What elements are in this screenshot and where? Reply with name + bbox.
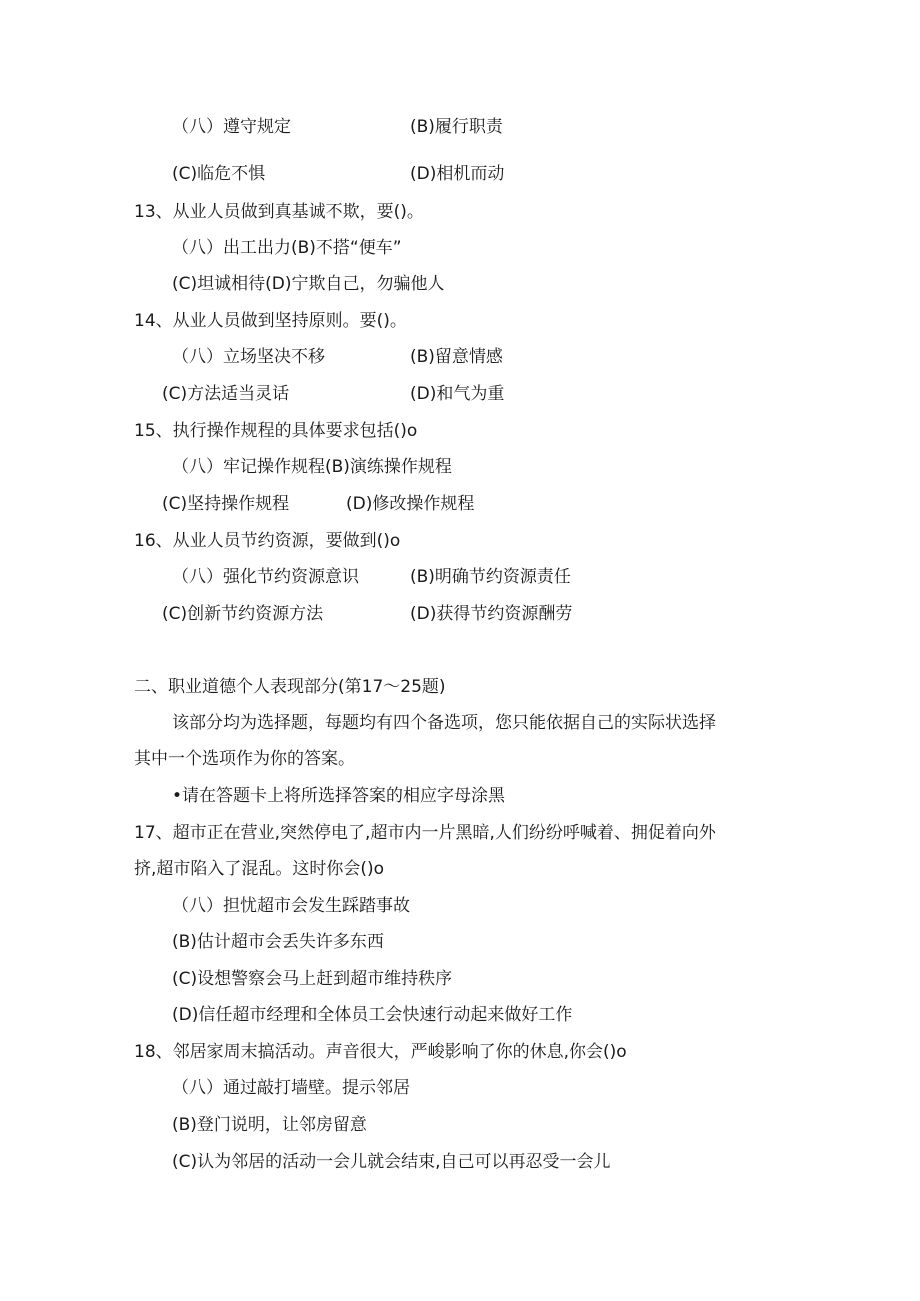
option-b-text: (B)登门说明，让邻房留意 [172, 1115, 367, 1135]
option-a-text: （八）担忧超市会发生踩踏事故 [172, 896, 410, 916]
option-ab-text: （八）出工出力(B)不搭“便车” [172, 238, 402, 258]
option-d-text: (D)相机而动 [410, 164, 505, 184]
option-a-text: （八）强化节约资源意识 [172, 567, 359, 587]
option-a-text: （八）遵守规定 [172, 117, 291, 137]
section-instruction: 该部分均为选择题，每题均有四个备选项，您只能依据自己的实际状选择 [172, 713, 716, 733]
question-13: 13、从业人员做到真基诚不欺，要()。 [134, 202, 424, 222]
option-c-text: (C)临危不惧 [172, 164, 266, 184]
section-heading: 二、职业道德个人表现部分(第17〜25题) [134, 677, 446, 697]
option-a-text: （八）通过敲打墙壁。提示邻居 [172, 1078, 410, 1098]
option-cd-text: (C)坦诚相待(D)宁欺自己，勿骗他人 [172, 274, 445, 294]
option-d-text: (D)获得节约资源酬劳 [410, 604, 573, 624]
option-c-text: (C)坚持操作规程 [162, 494, 290, 514]
answer-sheet-note: •请在答题卡上将所选择答案的相应字母涂黑 [172, 786, 506, 806]
option-d-text: (D)修改操作规程 [346, 494, 475, 514]
section-instruction-cont: 其中一个选项作为你的答案。 [134, 749, 355, 769]
option-d-text: (D)信任超市经理和全体员工会快速行动起来做好工作 [172, 1005, 573, 1025]
option-a-text: （八）立场坚决不移 [172, 347, 325, 367]
question-17-cont: 挤,超市陷入了混乱。这时你会()o [134, 859, 385, 879]
question-16: 16、从业人员节约资源，要做到()o [134, 531, 401, 551]
option-ab-text: （八）牢记操作规程(B)演练操作规程 [172, 457, 452, 477]
question-15: 15、执行操作规程的具体要求包括()o [134, 421, 418, 441]
question-18: 18、邻居家周末搞活动。声音很大，严峻影响了你的休息,你会()o [134, 1042, 627, 1062]
option-c-text: (C)创新节约资源方法 [162, 604, 324, 624]
option-c-text: (C)设想警察会马上赶到超市维持秩序 [172, 969, 453, 989]
option-b-text: (B)履行职责 [410, 117, 503, 137]
option-c-text: (C)认为邻居的活动一会儿就会结束,自己可以再忍受一会儿 [172, 1152, 611, 1172]
option-d-text: (D)和气为重 [410, 384, 505, 404]
question-17: 17、超市正在营业,突然停电了,超市内一片黑暗,人们纷纷呼喊着、拥促着向外 [134, 823, 716, 843]
question-14: 14、从业人员做到坚持原则。要()。 [134, 311, 407, 331]
option-b-text: (B)明确节约资源责任 [410, 567, 571, 587]
option-c-text: (C)方法适当灵话 [162, 384, 290, 404]
option-b-text: (B)估计超市会丢失许多东西 [172, 932, 384, 952]
option-b-text: (B)留意情感 [410, 347, 503, 367]
